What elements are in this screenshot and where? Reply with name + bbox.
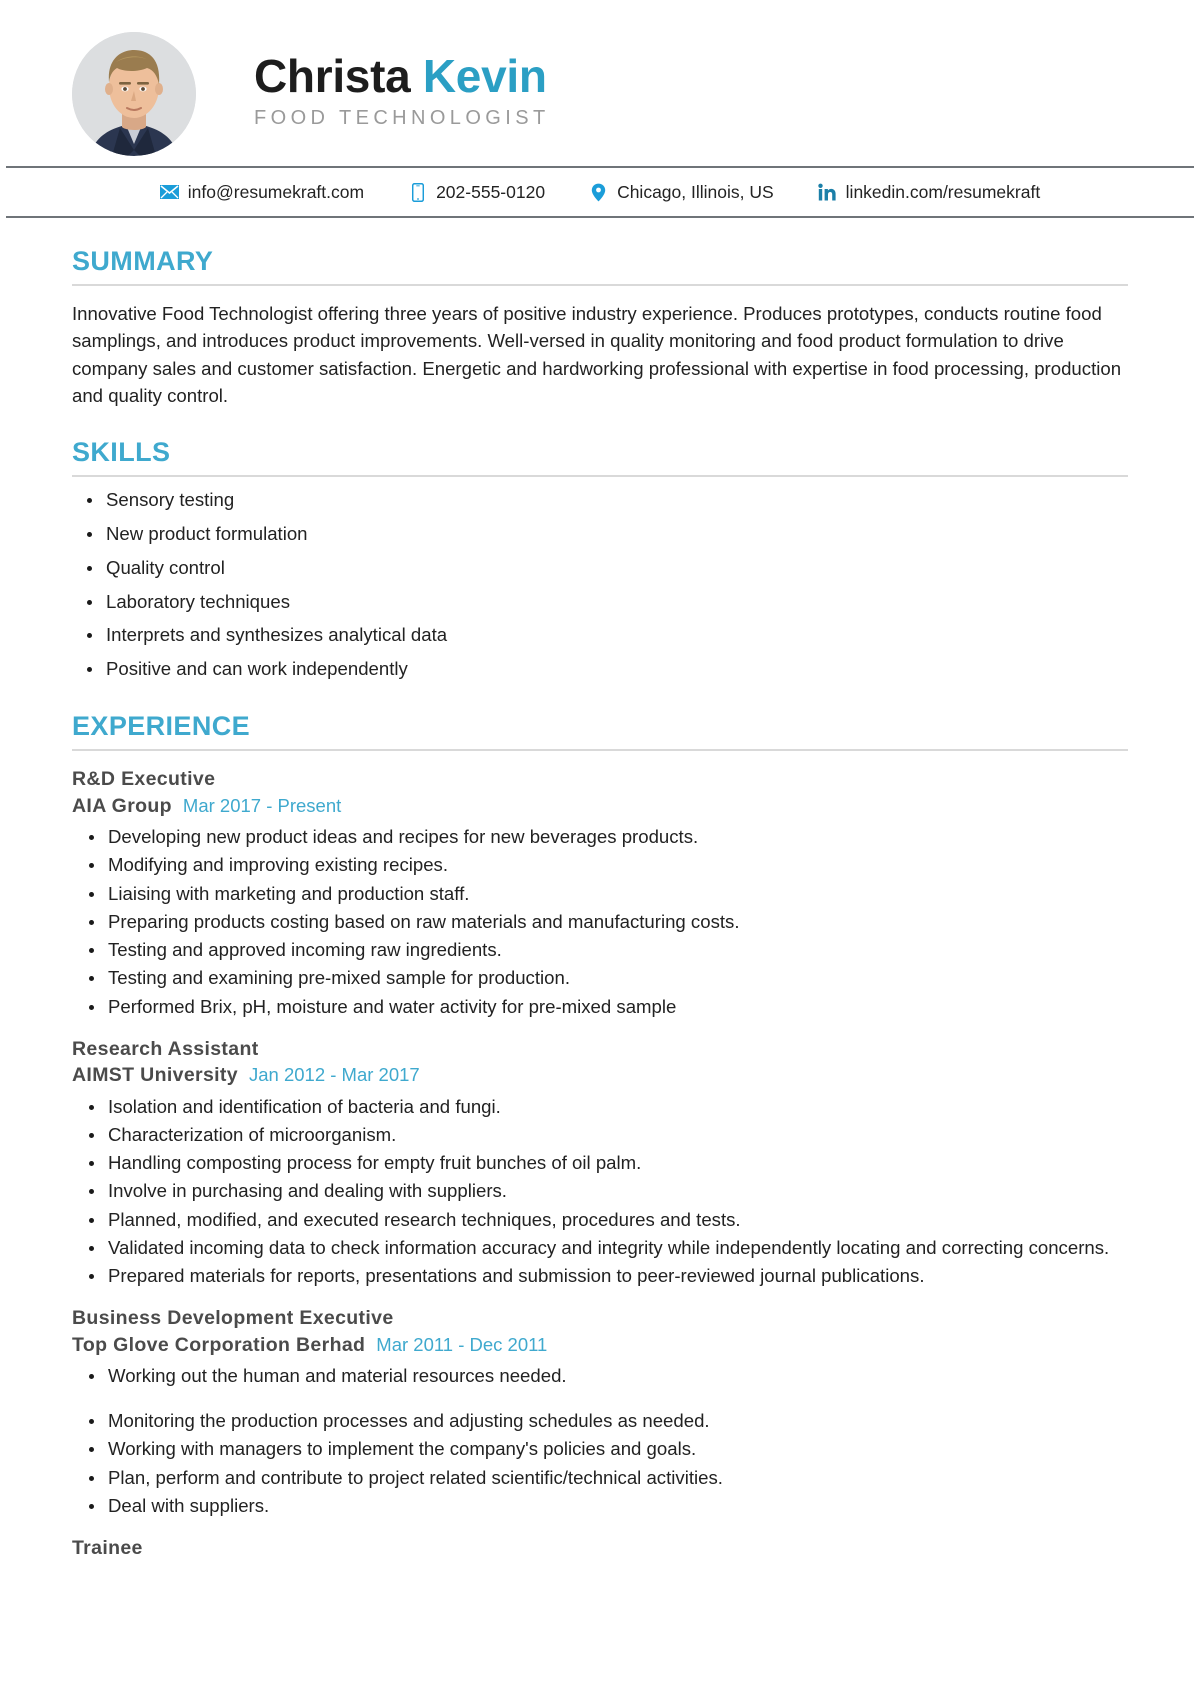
avatar: [72, 32, 196, 156]
job-role: Business Development Executive: [72, 1307, 394, 1330]
list-item: Testing and examining pre-mixed sample for production.: [108, 964, 1128, 992]
list-item: Prepared materials for reports, presentations and submission to peer-reviewed journal publications.: [108, 1262, 1128, 1290]
resume-body: [0, 248, 1200, 1561]
list-item: Planned, modified, and executed research techniques, procedures and tests.: [108, 1206, 1128, 1234]
job-role: Trainee: [72, 1537, 143, 1560]
list-item: Performed Brix, pH, moisture and water activity for pre-mixed sample: [108, 993, 1128, 1021]
experience-heading: EXPERIENCE: [72, 711, 251, 742]
skills-divider: [72, 475, 1128, 477]
job-company-line: [72, 1063, 1128, 1088]
summary-text: Innovative Food Technologist offering three years of positive industry experience. Produces prototypes, conducts routine food samplings, and introduces product improvements. Well-versed in quality monitoring and food product formulation to drive company sales and customer satisfaction. Energetic and hardworking professional with expertise in food processing, production and quality control.: [72, 303, 1122, 406]
list-item: Working with managers to implement the company's policies and goals.: [108, 1435, 1128, 1463]
list-item: Monitoring the production processes and adjusting schedules as needed.: [108, 1407, 1128, 1435]
experience-entry: [72, 1306, 1128, 1520]
job-company: AIA Group: [72, 794, 172, 817]
name-block: [254, 49, 550, 136]
list-item: Liaising with marketing and production staff.: [108, 880, 1128, 908]
job-company: AIMST University: [72, 1064, 238, 1087]
list-item: Modifying and improving existing recipes.: [108, 851, 1128, 879]
list-item: Validated incoming data to check information accuracy and integrity while independently locating and correcting concerns.: [108, 1234, 1128, 1262]
last-name: Kevin: [422, 49, 547, 102]
contact-email[interactable]: [160, 182, 364, 203]
header-divider-bottom: [6, 216, 1194, 218]
job-company: Top Glove Corporation Berhad: [72, 1333, 366, 1356]
list-item: Working out the human and material resources needed.: [108, 1362, 1128, 1390]
list-item: Handling composting process for empty fruit bunches of oil palm.: [108, 1149, 1128, 1177]
job-bullet-list: [72, 1362, 1128, 1520]
list-item: Interprets and synthesizes analytical data: [106, 621, 1128, 649]
job-company-line: [72, 794, 1128, 819]
list-item: Involve in purchasing and dealing with suppliers.: [108, 1177, 1128, 1205]
job-role: Research Assistant: [72, 1037, 259, 1060]
job-dates: Mar 2017 - Present: [182, 794, 342, 816]
contact-email-text: info@resumekraft.com: [187, 181, 365, 202]
summary-divider: [72, 284, 1128, 286]
skills-heading: SKILLS: [72, 437, 171, 468]
experience-entry: [72, 1536, 1128, 1560]
list-item: Sensory testing: [106, 486, 1128, 514]
list-item: Quality control: [106, 554, 1128, 582]
summary-heading: SUMMARY: [72, 246, 214, 276]
list-item: Isolation and identification of bacteria and fungi.: [108, 1093, 1128, 1121]
job-role: R&D Executive: [72, 768, 216, 791]
list-item: New product formulation: [106, 520, 1128, 548]
list-item: Laboratory techniques: [106, 588, 1128, 616]
phone-icon: [408, 183, 427, 202]
first-name: Christa: [254, 49, 411, 102]
list-item: Preparing products costing based on raw materials and manufacturing costs.: [108, 908, 1128, 936]
email-icon: [160, 183, 179, 202]
location-icon: [589, 183, 608, 202]
contact-location[interactable]: [589, 182, 774, 203]
list-item: Developing new product ideas and recipes for new beverages products.: [108, 823, 1128, 851]
list-item: Plan, perform and contribute to project related scientific/technical activities.: [108, 1464, 1128, 1492]
contact-linkedin[interactable]: [818, 182, 1041, 203]
job-dates: Jan 2012 - Mar 2017: [248, 1064, 420, 1086]
list-item: Positive and can work independently: [106, 655, 1128, 683]
section-experience: [72, 713, 1128, 1560]
contact-bar: [0, 168, 1200, 216]
list-item: Testing and approved incoming raw ingredients.: [108, 936, 1128, 964]
experience-entry: [72, 1037, 1128, 1290]
contact-linkedin-text: linkedin.com/resumekraft: [845, 181, 1041, 202]
list-item: Deal with suppliers.: [108, 1492, 1128, 1520]
page-title: [254, 49, 550, 102]
resume-header: [0, 0, 1200, 148]
job-bullet-list: [72, 1093, 1128, 1291]
experience-entry: [72, 767, 1128, 1020]
contact-location-text: Chicago, Illinois, US: [617, 181, 774, 202]
contact-phone-text: 202-555-0120: [436, 181, 546, 202]
list-item: Characterization of microorganism.: [108, 1121, 1128, 1149]
skills-list: [72, 486, 1128, 683]
job-dates: Mar 2011 - Dec 2011: [376, 1333, 548, 1355]
section-skills: [72, 439, 1128, 683]
job-title-subtitle: FOOD TECHNOLOGIST: [254, 107, 550, 130]
job-bullet-list: [72, 823, 1128, 1021]
experience-divider: [72, 749, 1128, 751]
linkedin-icon: [818, 183, 837, 202]
section-summary: [72, 248, 1128, 409]
job-company-line: [72, 1333, 1128, 1358]
contact-phone[interactable]: [408, 182, 545, 203]
